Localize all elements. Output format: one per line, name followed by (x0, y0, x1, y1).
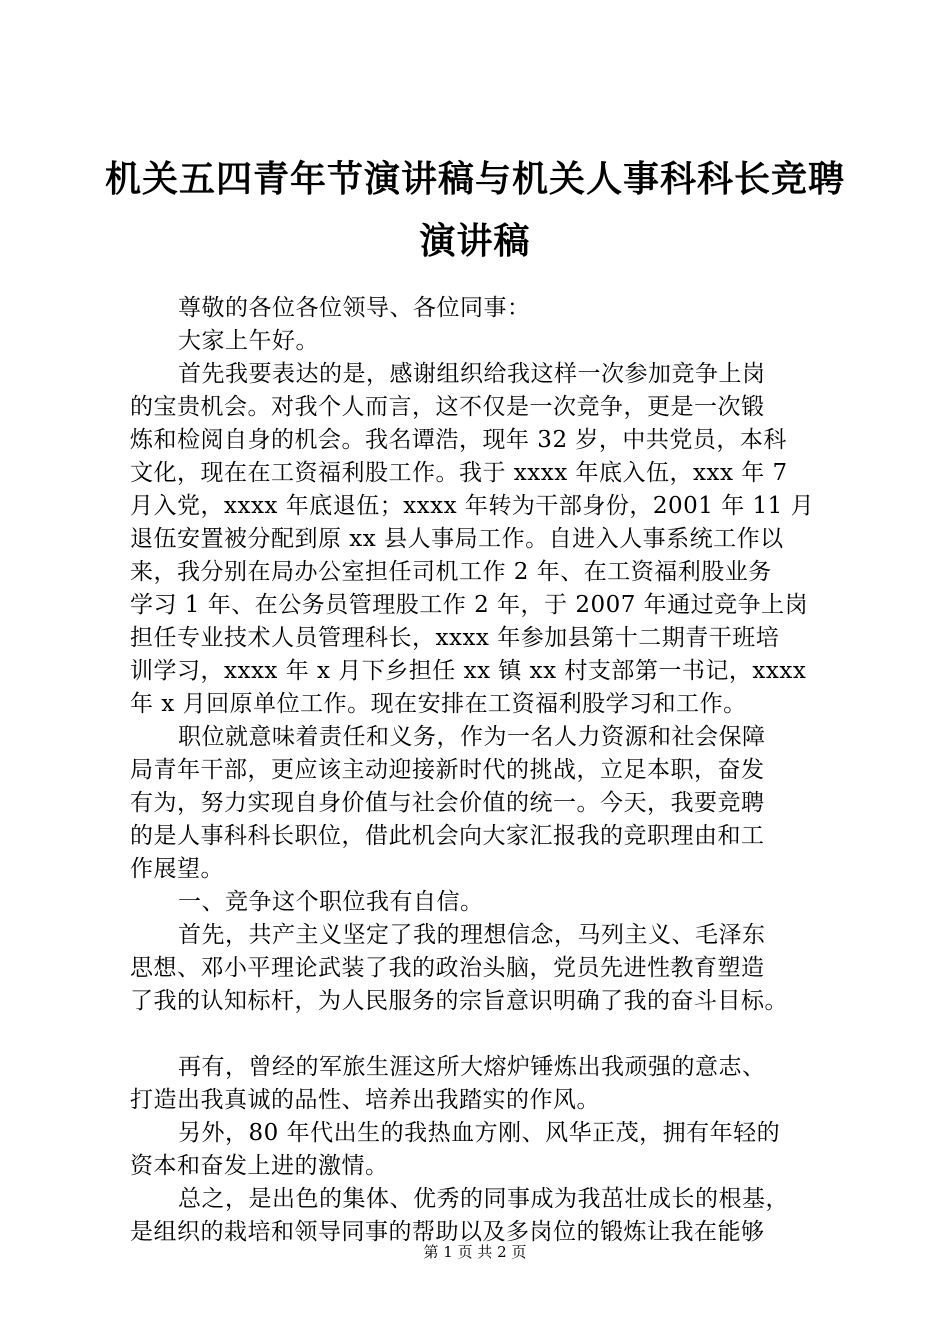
paragraph-line: 首先我要表达的是，感谢组织给我这样一次参加竞争上岗 (178, 361, 766, 387)
page-number-footer: 第 1 页 共 2 页 (423, 1243, 527, 1261)
paragraph-line: 年 x 月回原单位工作。现在安排在工资福利股学习和工作。 (130, 691, 747, 717)
paragraph-line: 有为，努力实现自身价值与社会价值的统一。今天，我要竞聘 (130, 790, 765, 816)
paragraph-line: 是组织的栽培和领导同事的帮助以及多岗位的锻炼让我在能够 (130, 1219, 765, 1245)
paragraph-line: 文化，现在在工资福利股工作。我于 xxxx 年底入伍，xxx 年 7 (130, 460, 788, 486)
paragraph-line: 总之，是出色的集体、优秀的同事成为我茁壮成长的根基， (178, 1186, 789, 1212)
document-body (130, 292, 830, 1249)
document-title-line-2: 演讲稿 (419, 221, 531, 262)
paragraph-line: 另外，80 年代出生的我热血方刚、风华正茂，拥有年轻的 (178, 1120, 781, 1146)
paragraph-line: 思想、邓小平理论武装了我的政治头脑，党员先进性教育塑造 (130, 955, 765, 981)
paragraph-line: 训学习，xxxx 年 x 月下乡担任 xx 镇 xx 村支部第一书记，xxxx (130, 658, 807, 684)
paragraph-line: 月入党，xxxx 年底退伍；xxxx 年转为干部身份，2001 年 11 月 (130, 493, 815, 519)
paragraph-line: 的是人事科科长职位，借此机会向大家汇报我的竞职理由和工 (130, 823, 765, 849)
paragraph-line: 首先，共产主义坚定了我的理想信念，马列主义、毛泽东 (178, 922, 766, 948)
document-title-line-1: 机关五四青年节演讲稿与机关人事科科长竞聘 (104, 159, 845, 200)
section-heading: 一、竞争这个职位我有自信。 (178, 889, 484, 915)
paragraph-line: 再有，曾经的军旅生涯这所大熔炉锤炼出我顽强的意志、 (178, 1054, 766, 1080)
paragraph-line: 资本和奋发上进的激情。 (130, 1153, 389, 1179)
paragraph-line: 学习 1 年、在公务员管理股工作 2 年，于 2007 年通过竞争上岗 (130, 592, 809, 618)
paragraph-line: 的宝贵机会。对我个人而言，这不仅是一次竞争，更是一次锻 (130, 394, 765, 420)
paragraph-line: 职位就意味着责任和义务，作为一名人力资源和社会保障 (178, 724, 766, 750)
paragraph-line: 来，我分别在局办公室担任司机工作 2 年、在工资福利股业务 (130, 559, 772, 585)
paragraph-line: 了我的认知标杆，为人民服务的宗旨意识明确了我的奋斗目标。 (130, 988, 788, 1014)
paragraph-line: 作展望。 (130, 856, 224, 882)
paragraph-line: 局青年干部，更应该主动迎接新时代的挑战，立足本职，奋发 (130, 757, 765, 783)
salutation: 尊敬的各位各位领导、各位同事： (178, 295, 531, 321)
paragraph-line: 退伍安置被分配到原 xx 县人事局工作。自进入人事系统工作以 (130, 526, 784, 552)
greeting: 大家上午好。 (178, 328, 319, 354)
paragraph-line: 打造出我真诚的品性、培养出我踏实的作风。 (130, 1087, 600, 1113)
paragraph-line: 炼和检阅自身的机会。我名谭浩，现年 32 岁，中共党员，本科 (130, 427, 787, 453)
blank-line (130, 1018, 830, 1051)
paragraph-line: 担任专业技术人员管理科长，xxxx 年参加县第十二期青干班培 (130, 625, 780, 651)
